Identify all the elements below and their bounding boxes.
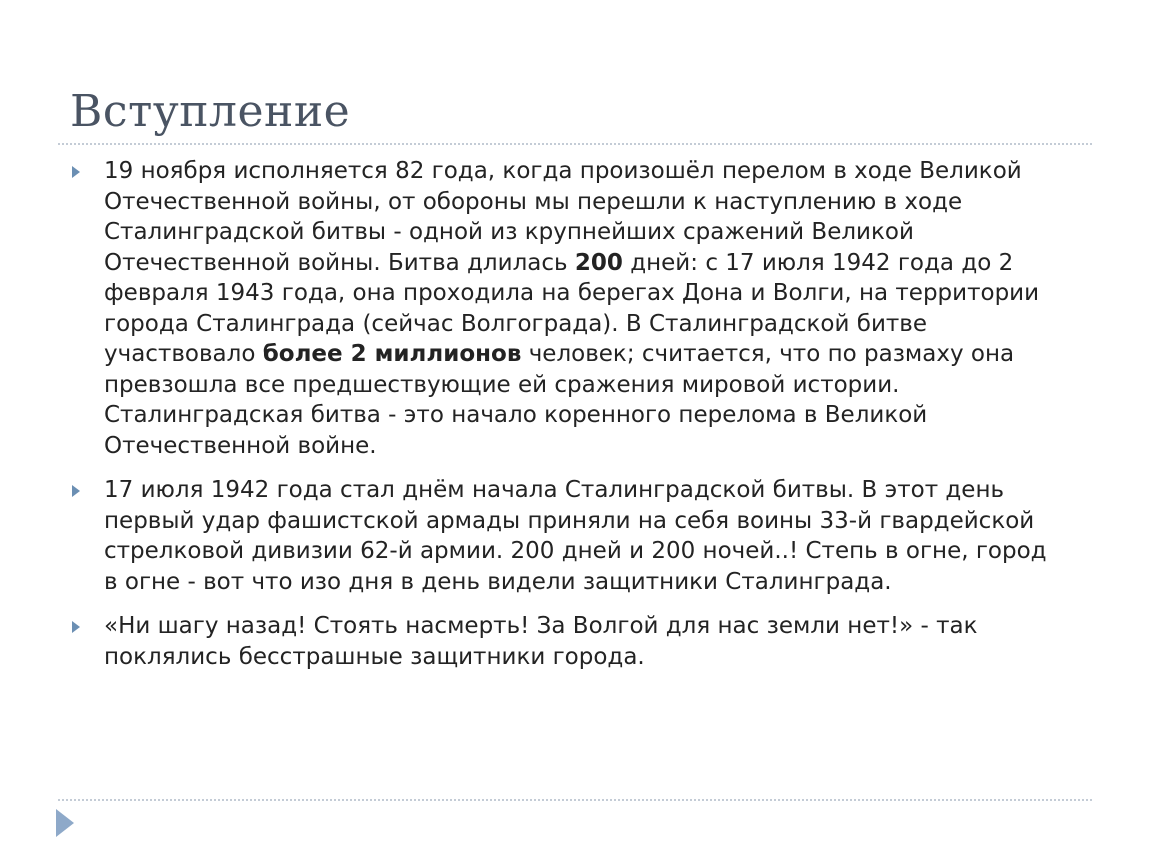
bullet-item-2 [70,475,1050,597]
bold-participants: более 2 миллионов [262,341,522,367]
bullet-text: «Ни шагу назад! Стоять насмерть! За Волгой для нас земли нет!» - так поклялись бесстрашные защитники города. [104,613,978,670]
bullet-text: 17 июля 1942 года стал днём начала Сталинградской битвы. В этот день первый удар фашистской армады приняли на себя воины 33-й гвардейской стрелковой дивизии 62-й армии. 200 дней и 200 ночей..! Степь в огне, город в огне - вот что изо дня в день видели защитники Сталинграда. [104,477,1047,595]
bullet-text: 19 ноября исполняется 82 года, когда произошёл перелом в ходе Великой Отечественной войны, от обороны мы перешли к наступлению в ходе Сталинградской битвы - одной из крупнейших сражений Великой Отечественной войны. Битва длилась [104,158,1022,276]
bullet-triangle-icon [72,166,80,178]
bullet-triangle-icon [72,485,80,497]
slide-title: Вступление [70,86,351,137]
bullet-triangle-icon [72,621,80,633]
bullet-item-1 [70,156,1050,461]
bullet-text: человек; считается, что по размаху она превзошла все предшествующие ей сражения мировой истории. Сталинградская битва - это начало коренного перелома в Великой Отечественной войне. [104,341,1015,459]
footer-divider [58,799,1092,801]
bold-duration: 200 [574,249,623,276]
title-divider [58,143,1092,145]
bullet-item-3 [70,611,1050,672]
bullet-text: дней: с 17 июля 1942 года до 2 февраля 1943 года, она проходила на берегах Дона и Волги, на территории города Сталинграда (сейчас Волгограда). В Сталинградской битве участвовало [104,249,1040,367]
bullet-list [70,156,1050,686]
corner-triangle-icon [56,809,74,837]
